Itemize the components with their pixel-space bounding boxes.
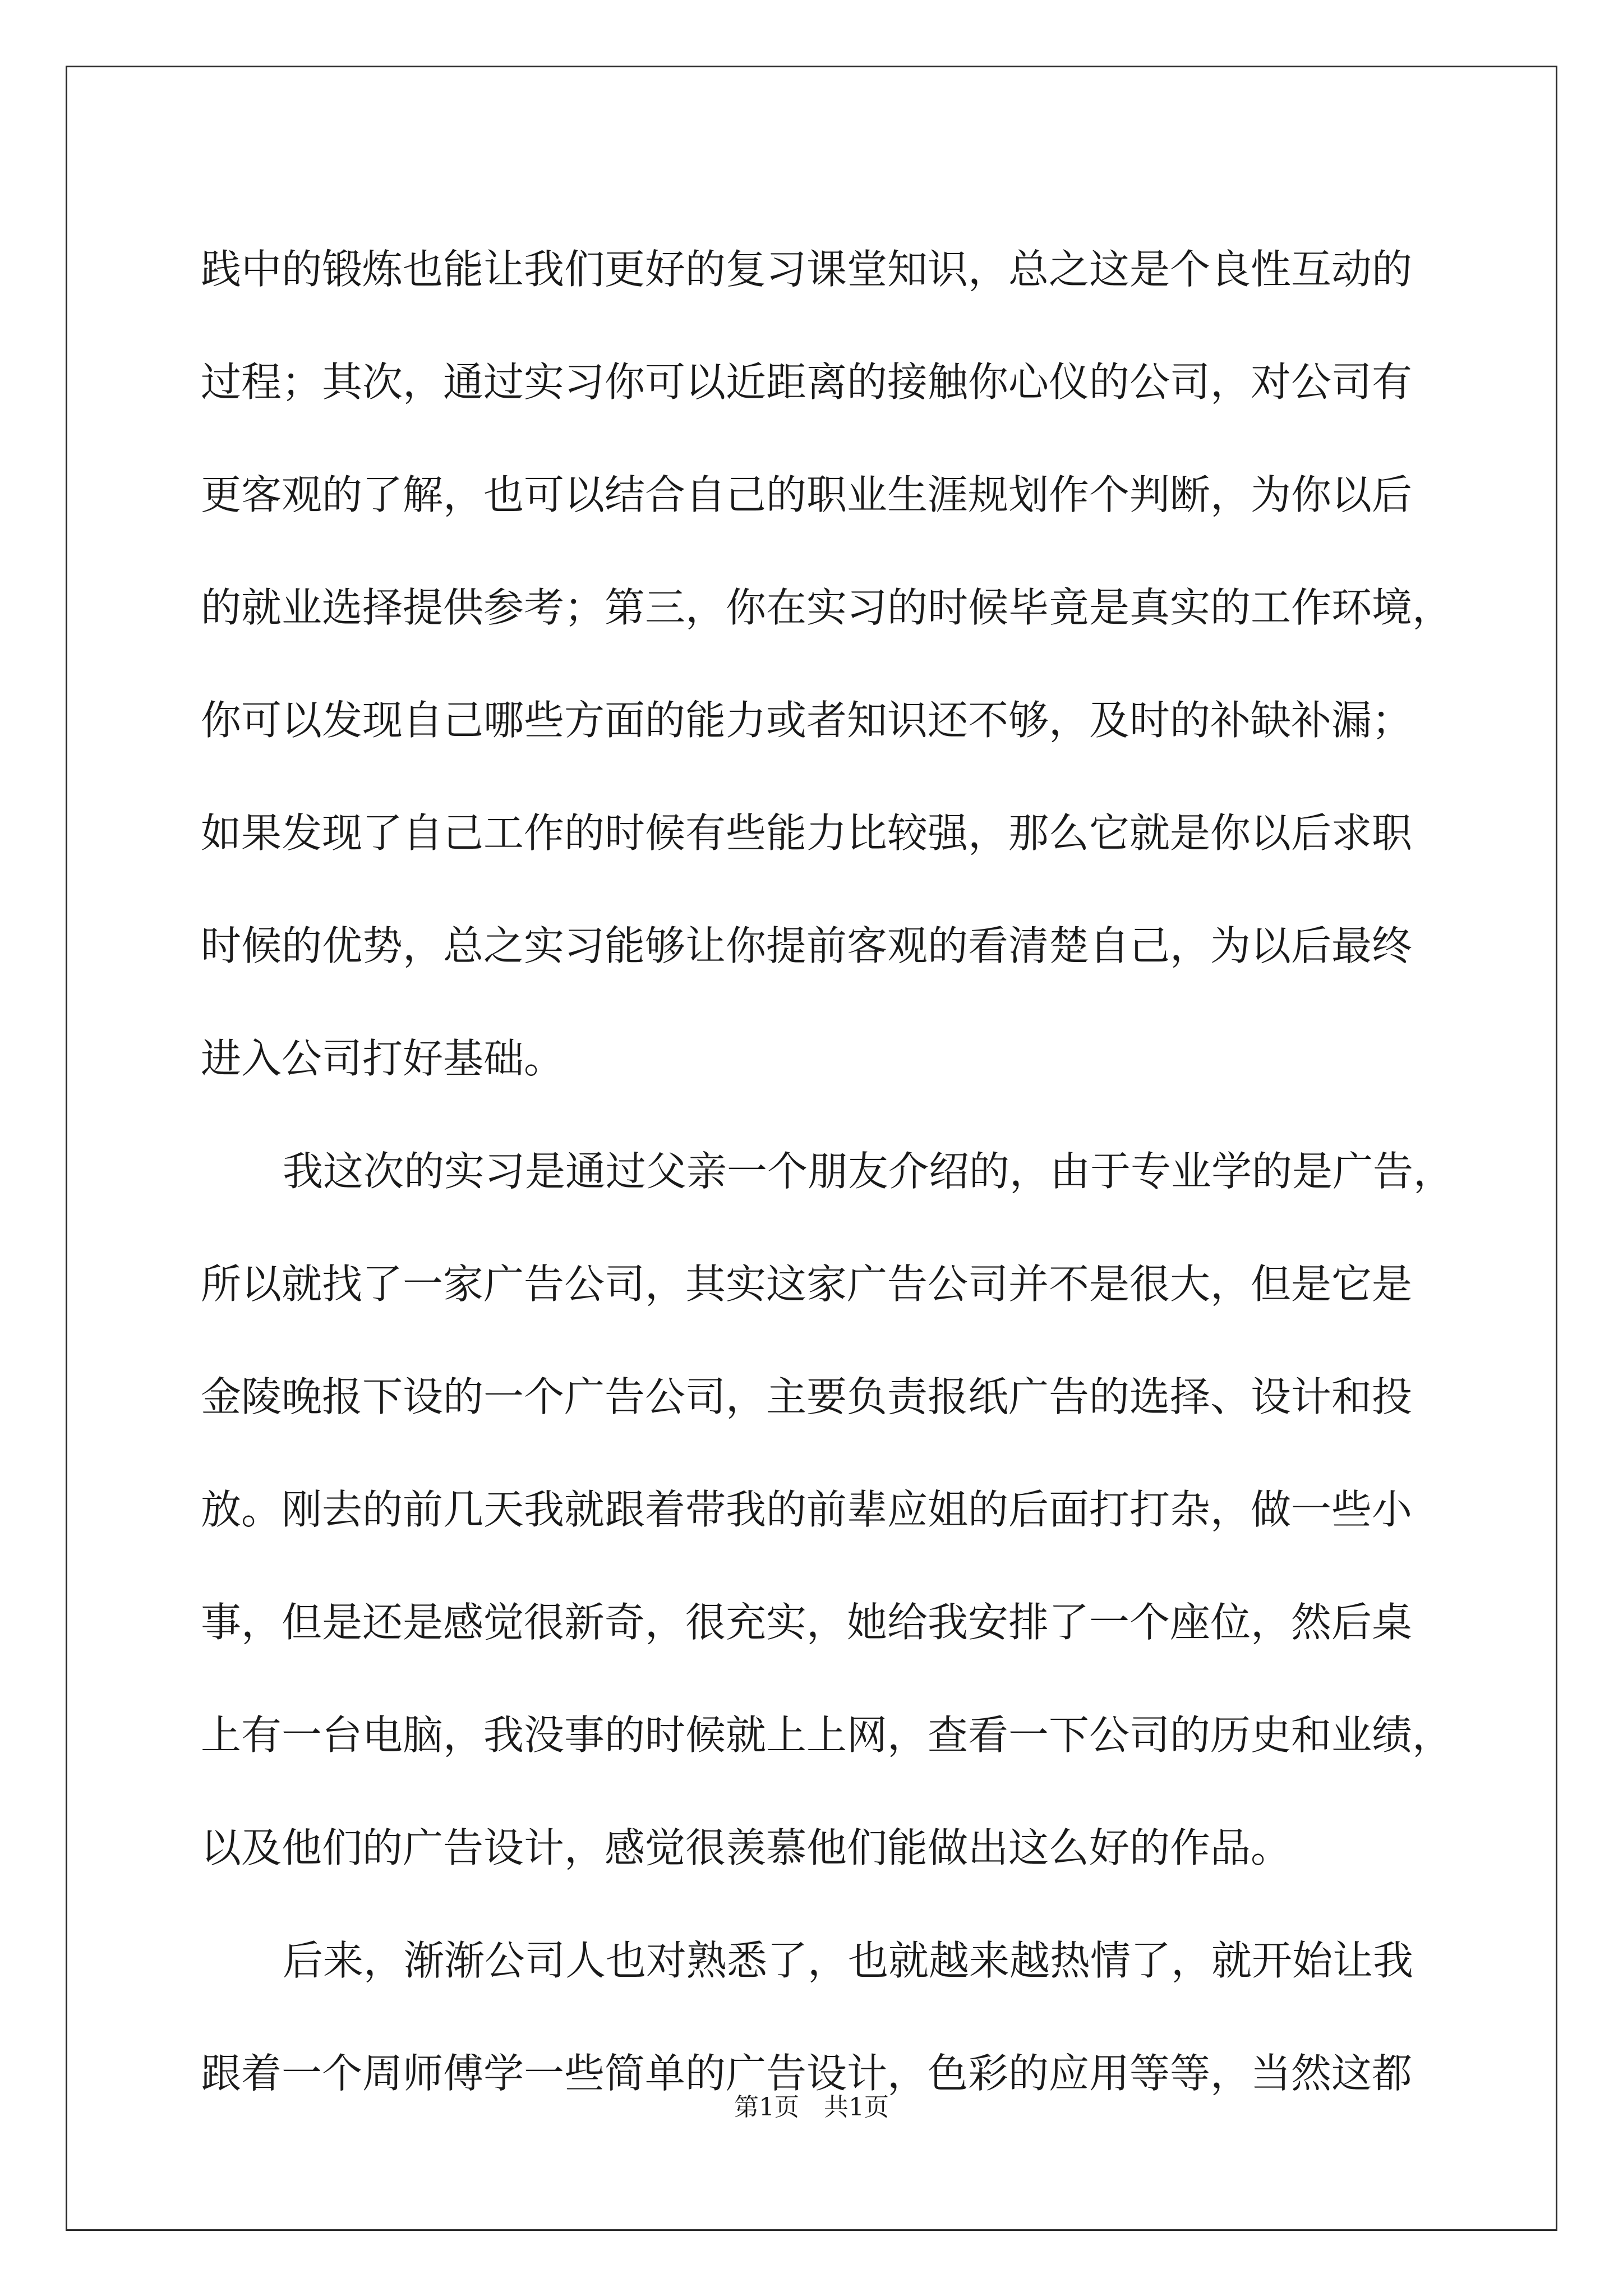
- text-line: 过程；其次，通过实习你可以近距离的接触你心仪的公司，对公司有: [201, 358, 1413, 406]
- text-line: 时候的优势，总之实习能够让你提前客观的看清楚自己，为以后最终: [201, 922, 1413, 969]
- text-line: 跟着一个周师傅学一些简单的广告设计，色彩的应用等等，当然这都: [201, 2050, 1413, 2097]
- text-line: 以及他们的广告设计，感觉很羡慕他们能做出这么好的作品。: [201, 1824, 1292, 1871]
- text-line: 进入公司打好基础。: [201, 1035, 565, 1082]
- paragraph-first-line: 后来，渐渐公司人也对熟悉了，也就越来越热情了，就开始让我: [283, 1937, 1414, 1984]
- text-line: 你可以发现自己哪些方面的能力或者知识还不够，及时的补缺补漏；: [201, 697, 1413, 744]
- document-body: [201, 213, 1454, 2130]
- text-line: 上有一台电脑，我没事的时候就上上网，查看一下公司的历史和业绩，: [201, 1711, 1453, 1759]
- text-line: 如果发现了自己工作的时候有些能力比较强，那么它就是你以后求职: [201, 809, 1413, 857]
- text-line: 践中的锻炼也能让我们更好的复习课堂知识，总之这是个良性互动的: [201, 246, 1413, 293]
- text-line: 事，但是还是感觉很新奇，很充实，她给我安排了一个座位，然后桌: [201, 1599, 1413, 1646]
- page-footer: [0, 2087, 1623, 2123]
- text-line: 所以就找了一家广告公司，其实这家广告公司并不是很大，但是它是: [201, 1260, 1413, 1308]
- page-number-current: 第1页: [734, 2093, 799, 2122]
- text-line: 更客观的了解，也可以结合自己的职业生涯规划作个判断，为你以后: [201, 471, 1413, 518]
- page-number-total: 共1页: [824, 2093, 889, 2122]
- text-line: 放。刚去的前几天我就跟着带我的前辈应姐的后面打打杂，做一些小: [201, 1486, 1413, 1533]
- text-line: 金陵晚报下设的一个广告公司，主要负责报纸广告的选择、设计和投: [201, 1373, 1413, 1420]
- paragraph-first-line: 我这次的实习是通过父亲一个朋友介绍的，由于专业学的是广告，: [283, 1148, 1454, 1195]
- text-line: 的就业选择提供参考；第三，你在实习的时候毕竟是真实的工作环境，: [201, 584, 1453, 631]
